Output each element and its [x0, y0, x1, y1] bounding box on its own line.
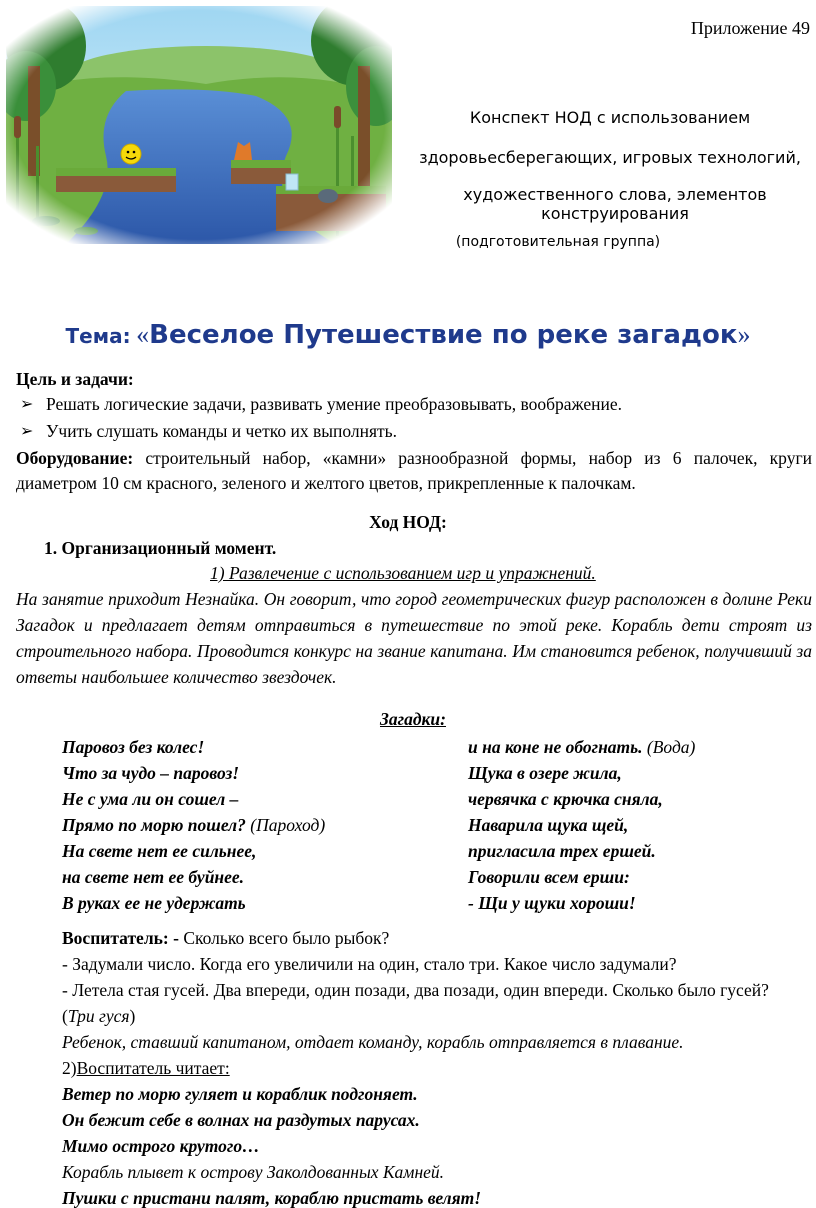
- riddle-line: На свете нет ее сильнее,: [62, 841, 257, 861]
- reads-label: Воспитатель читает:: [76, 1058, 230, 1078]
- equipment-text: строительный набор, «камни» разнообразной формы, набор из 6 палочек, круги диаметром 10 см красного, зеленого и желтого цветов, прикрепленные к палочкам.: [16, 448, 812, 493]
- question-3: [62, 977, 802, 1029]
- reads-number: 2): [62, 1058, 77, 1078]
- riddle-line: - Щи у щуки хороши!: [468, 893, 636, 913]
- equipment-label: Оборудование:: [16, 448, 134, 468]
- poem-line: Пушки с пристани палят, кораблю пристать велят!: [62, 1188, 482, 1208]
- intro-paragraph: На занятие приходит Незнайка. Он говорит, что город геометрических фигур расположен в долине Реки Загадок и предлагает детям отправиться в путешествие по этой реке. Корабль дети строят из строительного набора. Проводится конкурс на звание капитана. Им становится ребенок, получивший за ответы наибольшее количество звездочек.: [16, 589, 812, 687]
- goals-heading: Цель и задачи:: [16, 369, 134, 389]
- riddle-answer: (Пароход): [245, 815, 326, 835]
- dialog-section: [62, 925, 802, 1208]
- riddle-line: на свете нет ее буйнее.: [62, 867, 245, 887]
- equipment-paragraph: [16, 446, 812, 496]
- goal-text: Учить слушать команды и четко их выполнять.: [46, 421, 397, 441]
- riddle-line: пригласила трех ершей.: [468, 841, 656, 861]
- poem-line: Ветер по морю гуляет и кораблик подгоняет.: [62, 1084, 418, 1104]
- topic-label: Тема:: [65, 324, 131, 348]
- riddle-line: Что за чудо – паровоз!: [62, 763, 240, 783]
- riddle-text: Прямо по морю пошел?: [62, 815, 246, 835]
- riddle-line: Не с ума ли он сошел –: [62, 789, 239, 809]
- summary-line-2: здоровьесберегающих, игровых технологий,: [419, 148, 801, 167]
- topic-heading: [0, 320, 816, 350]
- teacher-question-text: Сколько всего было рыбок?: [178, 928, 390, 948]
- captain-line: Ребенок, ставший капитаном, отдает команду, корабль отправляется в плавание.: [62, 1032, 684, 1052]
- summary-line-1: Конспект НОД с использованием: [469, 108, 751, 127]
- open-quote: «: [136, 320, 150, 349]
- poem-line: Мимо острого крутого…: [62, 1136, 260, 1156]
- close-quote: »: [737, 320, 751, 349]
- goal-text: Решать логические задачи, развивать умение преобразовывать, воображение.: [46, 394, 623, 414]
- activity-subheading: 1) Развлечение с использованием игр и упражнений.: [210, 563, 596, 583]
- riddle-text: и на коне не обогнать.: [468, 737, 643, 757]
- teacher-question: [62, 925, 802, 951]
- arrow-bullet-icon: ➢: [20, 396, 34, 413]
- riddle-line: [62, 812, 325, 838]
- riddle-line: Щука в озере жила,: [468, 763, 622, 783]
- river-landscape-illustration: [6, 6, 392, 244]
- course-heading: Ход НОД:: [369, 512, 447, 532]
- question-3-text: - Летела стая гусей. Два впереди, один позади, два позади, один впереди. Сколько было гусей? (: [62, 980, 769, 1026]
- goal-item: [20, 421, 397, 442]
- riddle-line: червячка с крючка сняла,: [468, 789, 663, 809]
- riddles-right-column: [468, 734, 695, 916]
- riddle-line: [468, 734, 695, 760]
- riddle-line: В руках ее не удержать: [62, 893, 246, 913]
- appendix-number: Приложение 49: [690, 18, 810, 38]
- river-scene-image: [6, 6, 392, 244]
- arrow-bullet-icon: ➢: [20, 423, 34, 440]
- summary-line-3: художественного слова, элементов конструирования: [463, 185, 767, 223]
- riddle-line: Говорили всем ерши:: [468, 867, 630, 887]
- riddle-line: Наварила щука щей,: [468, 815, 629, 835]
- narration-line: Корабль плывет к острову Заколдованных Камней.: [62, 1162, 445, 1182]
- question-3-close: ): [129, 1006, 136, 1026]
- poem-line: Он бежит себе в волнах на раздутых парусах.: [62, 1110, 420, 1130]
- riddles-left-column: [62, 734, 325, 916]
- riddle-line: Паровоз без колес!: [62, 737, 205, 757]
- question-3-answer: Три гуся: [67, 1006, 130, 1026]
- question-2: - Задумали число. Когда его увеличили на один, стало три. Какое число задумали?: [62, 954, 677, 974]
- topic-title: Веселое Путешествие по реке загадок: [149, 320, 738, 350]
- teacher-label: Воспитатель: -: [62, 928, 179, 948]
- riddle-answer: (Вода): [642, 737, 696, 757]
- riddles-heading: Загадки:: [380, 709, 446, 729]
- org-moment-heading: 1. Организационный момент.: [44, 538, 277, 558]
- teacher-reads: [62, 1055, 802, 1081]
- summary-group: (подготовительная группа): [455, 234, 661, 250]
- goal-item: [20, 394, 623, 415]
